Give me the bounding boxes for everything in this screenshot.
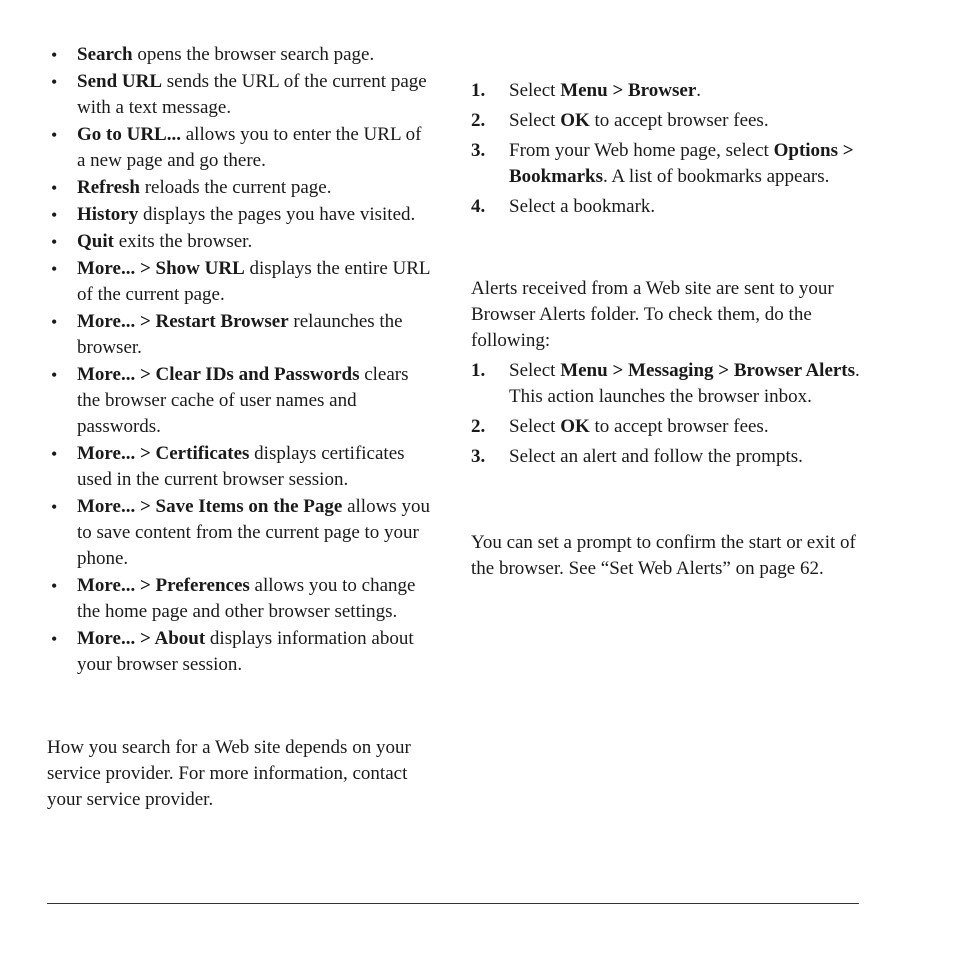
step-text: . (696, 80, 702, 101)
step-text: Select an alert and follow the prompts. (509, 446, 803, 467)
list-item (47, 202, 432, 228)
step-item (471, 78, 871, 104)
step-text: Select (509, 360, 561, 381)
option-description: allows you to save content from the current page to your phone. (77, 496, 430, 569)
right-column (471, 78, 871, 582)
list-item (47, 441, 432, 493)
step-text: to accept browser fees. (589, 416, 769, 437)
option-description: clears the browser cache of user names and passwords. (77, 364, 409, 437)
step-number: 1. (471, 360, 486, 381)
option-name: Search (77, 44, 133, 65)
search-paragraph: How you search for a Web site depends on your service provider. For more information, contact your service provider. (47, 737, 411, 810)
list-item (47, 494, 432, 572)
left-column (47, 42, 432, 813)
step-item (471, 138, 871, 190)
option-name: History (77, 204, 139, 225)
step-text: Select (509, 416, 561, 437)
step-number: 2. (471, 416, 486, 437)
option-description: exits the browser. (113, 231, 253, 252)
prompt-paragraph: You can set a prompt to confirm the start or exit of the browser. See “Set Web Alerts” on page 62. (471, 532, 856, 579)
step-item (471, 444, 871, 470)
step-number: 2. (471, 110, 486, 131)
option-description: displays information about your browser session. (77, 628, 414, 675)
step-item (471, 194, 871, 220)
option-name: Refresh (77, 177, 140, 198)
option-name: Send URL (77, 71, 162, 92)
option-description: sends the URL of the current page with a text message. (77, 71, 427, 118)
option-name: More... > Show URL (77, 258, 245, 279)
step-number: 3. (471, 140, 486, 161)
option-description: allows you to change the home page and other browser settings. (77, 575, 416, 622)
option-description: reloads the current page. (139, 177, 332, 198)
step-text: . A list of bookmarks appears. (602, 166, 830, 187)
footer-divider (47, 903, 859, 904)
option-name: More... > Preferences (77, 575, 250, 596)
step-command: OK (560, 416, 590, 437)
list-item (47, 175, 432, 201)
step-item (471, 414, 871, 440)
step-text: Select a bookmark. (509, 196, 656, 217)
option-description: displays the pages you have visited. (138, 204, 416, 225)
list-item (47, 256, 432, 308)
list-item (47, 42, 432, 68)
step-item (471, 358, 871, 410)
alert-steps-list (471, 358, 871, 470)
step-command: Menu > Messaging > Browser Alerts (560, 360, 856, 381)
option-description: opens the browser search page. (132, 44, 375, 65)
step-text: Select (509, 110, 561, 131)
step-number: 4. (471, 196, 486, 217)
step-text: Select (509, 80, 561, 101)
step-command: Options > Bookmarks (509, 140, 854, 187)
list-item (47, 573, 432, 625)
option-name: More... > About (77, 628, 206, 649)
option-name: Quit (77, 231, 114, 252)
step-text: . This action launches the browser inbox. (509, 360, 860, 407)
list-item (47, 229, 432, 255)
list-item (47, 69, 432, 121)
list-item (47, 122, 432, 174)
list-item (47, 309, 432, 361)
step-command: Menu > Browser (560, 80, 697, 101)
step-command: OK (560, 110, 590, 131)
list-item (47, 626, 432, 678)
browser-menu-options-list (47, 42, 432, 678)
option-name: More... > Restart Browser (77, 311, 289, 332)
alerts-intro-paragraph: Alerts received from a Web site are sent to your Browser Alerts folder. To check them, do the following: (471, 278, 834, 351)
option-name: More... > Save Items on the Page (77, 496, 343, 517)
step-text: to accept browser fees. (589, 110, 769, 131)
option-description: relaunches the browser. (77, 311, 403, 358)
bookmark-steps-list (471, 78, 871, 220)
step-text: From your Web home page, select (509, 140, 774, 161)
step-item (471, 108, 871, 134)
option-description: allows you to enter the URL of a new page and go there. (77, 124, 422, 171)
option-name: Go to URL... (77, 124, 181, 145)
step-number: 3. (471, 446, 486, 467)
option-name: More... > Clear IDs and Passwords (77, 364, 360, 385)
list-item (47, 362, 432, 440)
option-description: displays certificates used in the current browser session. (77, 443, 405, 490)
option-name: More... > Certificates (77, 443, 250, 464)
option-description: displays the entire URL of the current page. (77, 258, 430, 305)
step-number: 1. (471, 80, 486, 101)
